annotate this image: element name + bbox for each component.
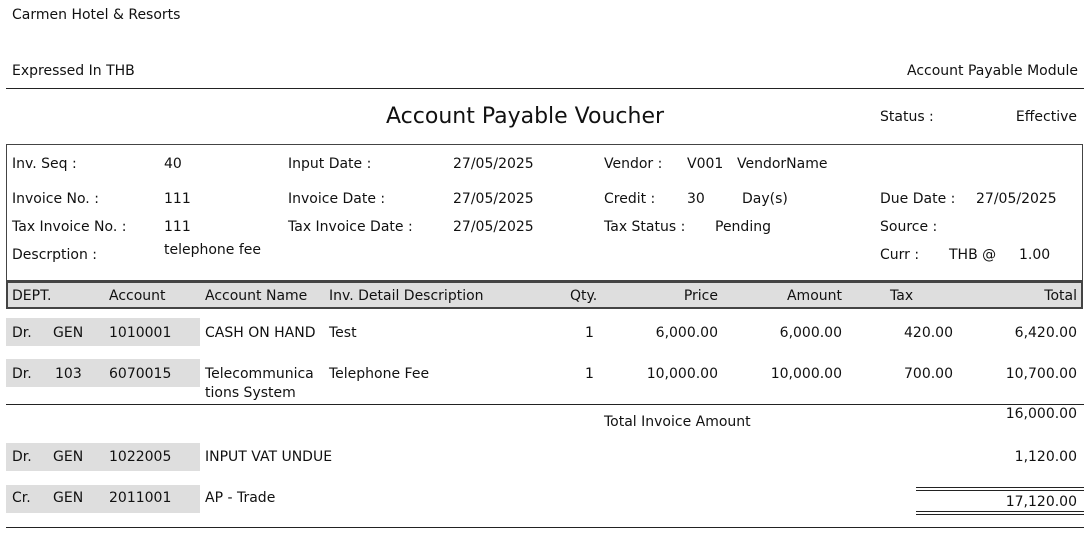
- divider: [6, 527, 1084, 528]
- line-1-dept: GEN: [53, 325, 84, 341]
- line-1-total: 6,420.00: [1014, 325, 1077, 341]
- line-1-detail: Test: [329, 325, 357, 341]
- invoice-date-value: 27/05/2025: [453, 191, 534, 207]
- posting-1-drcr: Dr.: [12, 449, 32, 465]
- curr-code: THB @: [949, 247, 997, 263]
- source-label: Source :: [880, 219, 938, 235]
- description-label: Descrption :: [12, 247, 98, 263]
- line-2-total: 10,700.00: [1005, 366, 1077, 382]
- invoice-no-value: 111: [164, 191, 191, 207]
- double-rule-top: [916, 487, 1084, 491]
- vendor-label: Vendor :: [604, 156, 663, 172]
- tax-status-value: Pending: [715, 219, 771, 235]
- posting-2-account-name: AP - Trade: [205, 490, 276, 506]
- currency-note: Expressed In THB: [12, 63, 135, 79]
- double-rule-bottom: [916, 511, 1084, 515]
- column-header-bar: [6, 281, 1083, 309]
- tax-invoice-no-label: Tax Invoice No. :: [12, 219, 127, 235]
- inv-seq-value: 40: [164, 156, 182, 172]
- status-label: Status :: [880, 109, 934, 125]
- col-price: Price: [683, 288, 718, 304]
- posting-2-account: 2011001: [109, 490, 172, 506]
- line-1-account: 1010001: [109, 325, 172, 341]
- posting-1-dept: GEN: [53, 449, 84, 465]
- credit-unit: Day(s): [742, 191, 788, 207]
- line-2-detail: Telephone Fee: [329, 366, 430, 382]
- page-title: Account Payable Voucher: [386, 104, 665, 129]
- divider: [6, 88, 1084, 89]
- line-1-account-name: CASH ON HAND: [205, 325, 316, 341]
- tax-invoice-date-value: 27/05/2025: [453, 219, 534, 235]
- col-tax: Tax: [890, 288, 914, 304]
- line-2-tax: 700.00: [904, 366, 953, 382]
- posting-1-account-name: INPUT VAT UNDUE: [205, 449, 333, 465]
- due-date-value: 27/05/2025: [976, 191, 1057, 207]
- inv-seq-label: Inv. Seq :: [12, 156, 77, 172]
- col-qty: Qty.: [570, 288, 598, 304]
- invoice-date-label: Invoice Date :: [288, 191, 386, 207]
- line-1-price: 6,000.00: [655, 325, 718, 341]
- line-2-account: 6070015: [109, 366, 172, 382]
- posting-2-dept: GEN: [53, 490, 84, 506]
- col-account-name: Account Name: [205, 288, 308, 304]
- col-amount: Amount: [786, 288, 842, 304]
- tax-invoice-date-label: Tax Invoice Date :: [288, 219, 413, 235]
- due-date-label: Due Date :: [880, 191, 956, 207]
- col-detail: Inv. Detail Description: [329, 288, 484, 304]
- line-2-account-name-cont: tions System: [205, 385, 296, 401]
- status-value: Effective: [1015, 109, 1077, 125]
- curr-label: Curr :: [880, 247, 920, 263]
- col-account: Account: [109, 288, 166, 304]
- tax-invoice-no-value: 111: [164, 219, 191, 235]
- posting-1-value: 1,120.00: [1014, 449, 1077, 465]
- tax-status-label: Tax Status :: [604, 219, 686, 235]
- credit-value: 30: [687, 191, 705, 207]
- posting-1-account: 1022005: [109, 449, 172, 465]
- line-2-qty: 1: [585, 366, 594, 382]
- line-2-price: 10,000.00: [646, 366, 718, 382]
- vendor-name: VendorName: [737, 156, 828, 172]
- line-1-qty: 1: [585, 325, 594, 341]
- line-1-tax: 420.00: [904, 325, 953, 341]
- col-total: Total: [1044, 288, 1077, 304]
- line-1-drcr: Dr.: [12, 325, 32, 341]
- col-dept: DEPT.: [12, 288, 52, 304]
- divider: [6, 404, 1084, 405]
- total-invoice-label: Total Invoice Amount: [604, 414, 751, 430]
- line-2-dept: 103: [55, 366, 82, 382]
- company-name: Carmen Hotel & Resorts: [12, 7, 181, 23]
- invoice-no-label: Invoice No. :: [12, 191, 99, 207]
- module-name: Account Payable Module: [907, 63, 1078, 79]
- line-2-drcr: Dr.: [12, 366, 32, 382]
- total-invoice-value: 16,000.00: [1005, 406, 1077, 422]
- curr-rate: 1.00: [1019, 247, 1051, 263]
- input-date-value: 27/05/2025: [453, 156, 534, 172]
- line-1-amount: 6,000.00: [779, 325, 842, 341]
- vendor-code: V001: [687, 156, 724, 172]
- input-date-label: Input Date :: [288, 156, 372, 172]
- description-value: telephone fee: [164, 242, 262, 258]
- posting-2-drcr: Cr.: [12, 490, 31, 506]
- credit-label: Credit :: [604, 191, 656, 207]
- line-2-account-name: Telecommunica: [205, 366, 314, 382]
- posting-2-value: 17,120.00: [1005, 494, 1077, 510]
- line-2-amount: 10,000.00: [770, 366, 842, 382]
